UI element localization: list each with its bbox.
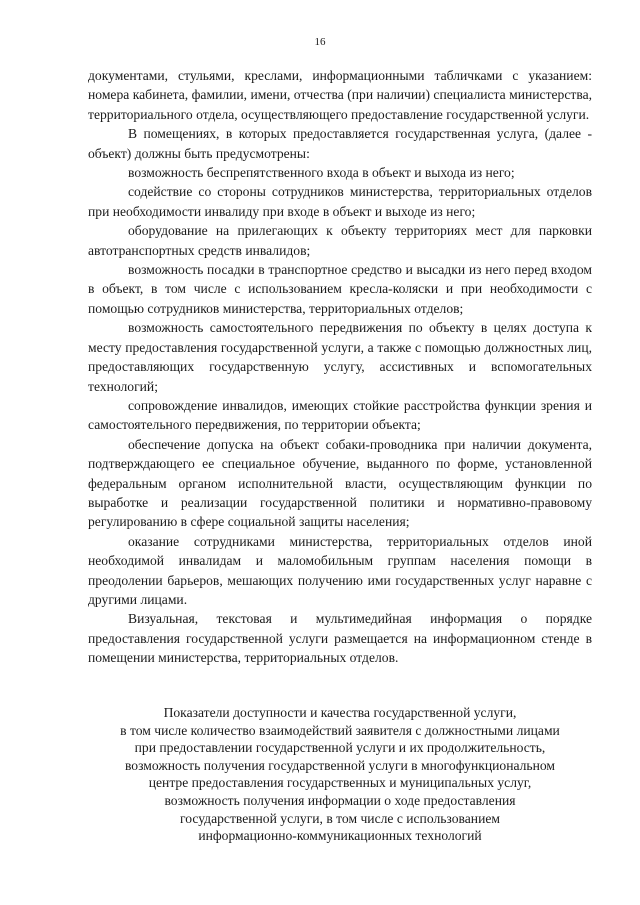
body-text	[88, 66, 592, 668]
heading-line: возможность получения информации о ходе предоставления	[164, 792, 516, 808]
heading-line: центре предоставления государственных и муниципальных услуг,	[148, 775, 532, 791]
paragraph: возможность самостоятельного передвижения по объекту в целях доступа к месту предоставления государственной услуги, а также с помощью должностных лиц, предоставляющих государственную услугу, ассистивных и вспомогательных технологий;	[88, 320, 592, 394]
heading-line: Показатели доступности и качества государственной услуги,	[163, 705, 517, 720]
section-heading	[88, 704, 592, 845]
paragraph: оборудование на прилегающих к объекту территориях мест для парковки автотранспортных средств инвалидов;	[88, 223, 592, 258]
heading-line: при предоставлении государственной услуги и их продолжительность,	[134, 740, 546, 756]
paragraph: возможность посадки в транспортное средство и высадки из него перед входом в объект, в том числе с использованием кресла-коляски и при необходимости с помощью сотрудников министерства, территориальных отделов;	[88, 262, 592, 316]
paragraph: В помещениях, в которых предоставляется государственная услуга, (далее - объект) должны быть предусмотрены:	[88, 126, 592, 161]
heading-line: информационно-коммуникационных технологий	[198, 828, 482, 844]
paragraph: сопровождение инвалидов, имеющих стойкие расстройства функции зрения и самостоятельного передвижения, по территории объекта;	[88, 397, 592, 433]
paragraph: содействие со стороны сотрудников министерства, территориальных отделов при необходимости инвалиду при входе в объект и выходе из него;	[88, 184, 592, 219]
paragraph: оказание сотрудниками министерства, территориальных отделов иной необходимой инвалидам и маломобильным группам населения помощи в преодолении барьеров, мешающих получению ими государственных услуг наравне с другими лицами.	[88, 533, 592, 607]
heading-line: возможность получения государственной услуги в многофункциональном	[124, 757, 556, 773]
paragraph: обеспечение допуска на объект собаки-проводника при наличии документа, подтверждающего ее специальное обучение, выданного по форме, установленной федеральным органом исполнительной власти, осуществляющим функции по выработке и реализации государственной политики и нормативно-правовому регулированию в сфере социальной защиты населения;	[88, 436, 592, 530]
paragraph: Визуальная, текстовая и мультимедийная информация о порядке предоставления государственной услуги размещается на информационном стенде в помещении министерства, территориальных отделов.	[88, 611, 592, 666]
heading-line: в том числе количество взаимодействий заявителя с должностными лицами	[120, 722, 560, 738]
paragraph: возможность беспрепятственного входа в объект и выхода из него;	[128, 165, 515, 181]
paragraph: документами, стульями, креслами, информационными табличками с указанием: номера кабинета, фамилии, имени, отчества (при наличии) специалиста министерства, территориального отдела, осуществляющего предоставление государственной услуги.	[88, 68, 592, 122]
page-number: 16	[314, 36, 326, 48]
heading-line: государственной услуги, в том числе с использованием	[180, 810, 500, 826]
